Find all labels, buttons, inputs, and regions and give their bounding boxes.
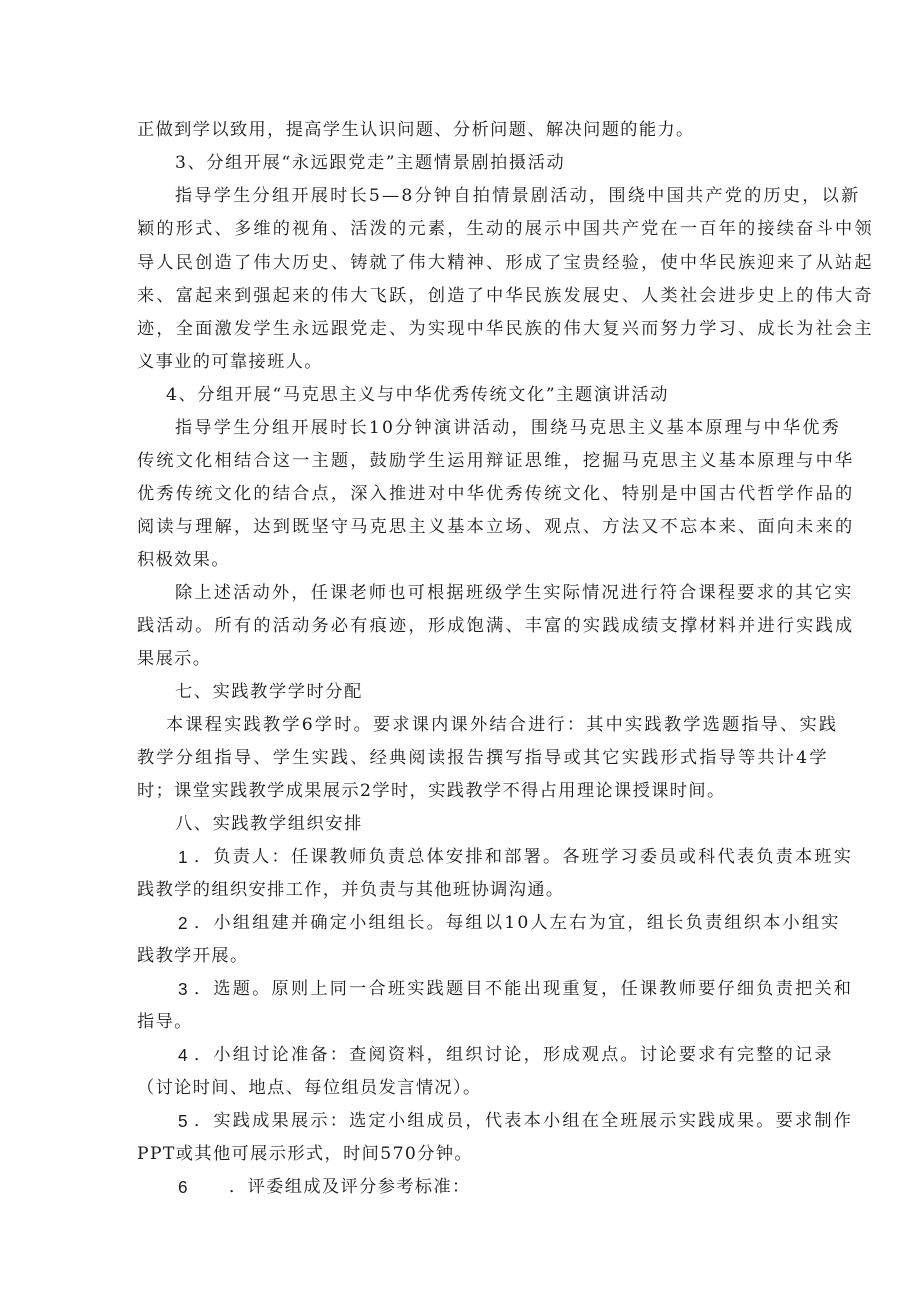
paragraph-line: 时；课堂实践教学成果展示2学时，实践教学不得占用理论课授课时间。 [137,781,726,801]
paragraph-line: 果展示。 [137,649,212,669]
paragraph-line: 导人民创造了伟大历史、铸就了伟大精神、形成了宝贵经验，使中华民族迎来了从站起 [137,253,874,273]
activity3-heading: 3、分组开展“永远跟党走”主题情景剧拍摄活动 [175,153,566,173]
paragraph-line: 正做到学以致用，提高学生认识问题、分析问题、解决问题的能力。 [137,120,695,140]
item-number: 5 [178,1111,188,1131]
item-number: 3 [178,979,188,999]
section7-heading: 七、实践教学学时分配 [175,682,363,702]
paragraph-line: ．小组组建并确定小组组长。每组以10人左右为宜，组长负责组织本小组实 [194,913,841,933]
paragraph-line: ．小组讨论准备：查阅资料，组织讨论，形成观点。讨论要求有完整的记录 [194,1045,834,1065]
paragraph-line: 优秀传统文化的结合点，深入推进对中华优秀传统文化、特别是中国古代哲学作品的 [137,484,855,504]
item-number: 1 [178,847,188,867]
paragraph-line: ．负责人：任课教师负责总体安排和部署。各班学习委员或科代表负责本班实 [194,847,854,867]
paragraph-line: 义事业的可靠接班人。 [137,352,323,372]
paragraph-line: 教学分组指导、学生实践、经典阅读报告撰写指导或其它实践形式指导等共计4学 [137,748,829,768]
paragraph-line: 指导学生分组开展时长10分钟演讲活动，围绕马克思主义基本原理与中华优秀 [175,418,842,438]
paragraph-line: 践教学的组织安排工作，并负责与其他班协调沟通。 [137,880,565,900]
paragraph-line: 践教学开展。 [137,946,249,966]
paragraph-line: 指导学生分组开展时长5—8分钟自拍情景剧活动，围绕中国共产党的历史，以新 [175,186,861,206]
item-number: 4 [178,1045,188,1065]
paragraph-line: ．评委组成及评分参考标准： [229,1177,471,1197]
item-number: 2 [178,913,188,933]
paragraph-line: 阅读与理解，达到既坚守马克思主义基本立场、观点、方法又不忘本来、面向未来的 [137,517,855,537]
paragraph-line: 颖的形式、多维的视角、活泼的元素，生动的展示中国共产党在一百年的接续奋斗中领 [137,219,874,239]
paragraph-line: 践活动。所有的活动务必有痕迹，形成饱满、丰富的实践成绩支撑材料并进行实践成 [137,616,855,636]
paragraph-line: 传统文化相结合这一主题，鼓励学生运用辩证思维，挖掘马克思主义基本原理与中华 [137,451,855,471]
paragraph-line: 本课程实践教学6学时。要求课内课外结合进行：其中实践教学选题指导、实践 [166,715,839,735]
section8-heading: 八、实践教学组织安排 [175,814,363,834]
item-number: 6 [178,1177,188,1197]
paragraph-line: 除上述活动外，任课老师也可根据班级学生实际情况进行符合课程要求的其它实 [175,583,854,603]
paragraph-line: 积极效果。 [137,550,230,570]
paragraph-line: 迹，全面激发学生永远跟党走、为实现中华民族的伟大复兴而努力学习、成长为社会主 [137,319,874,339]
paragraph-line: （讨论时间、地点、每位组员发言情况）。 [137,1078,482,1098]
paragraph-line: PPT或其他可展示形式，时间570分钟。 [137,1144,474,1164]
activity4-heading: 4、分组开展“马克思主义与中华优秀传统文化”主题演讲活动 [166,385,669,405]
paragraph-line: ．选题。原则上同一合班实践题目不能出现重复，任课教师要仔细负责把关和 [194,979,854,999]
paragraph-line: 指导。 [137,1012,193,1032]
paragraph-line: ．实践成果展示：选定小组成员，代表本小组在全班展示实践成果。要求制作 [194,1111,854,1131]
paragraph-line: 来、富起来到强起来的伟大飞跃，创造了中华民族发展史、人类社会进步史上的伟大奇 [137,286,874,306]
